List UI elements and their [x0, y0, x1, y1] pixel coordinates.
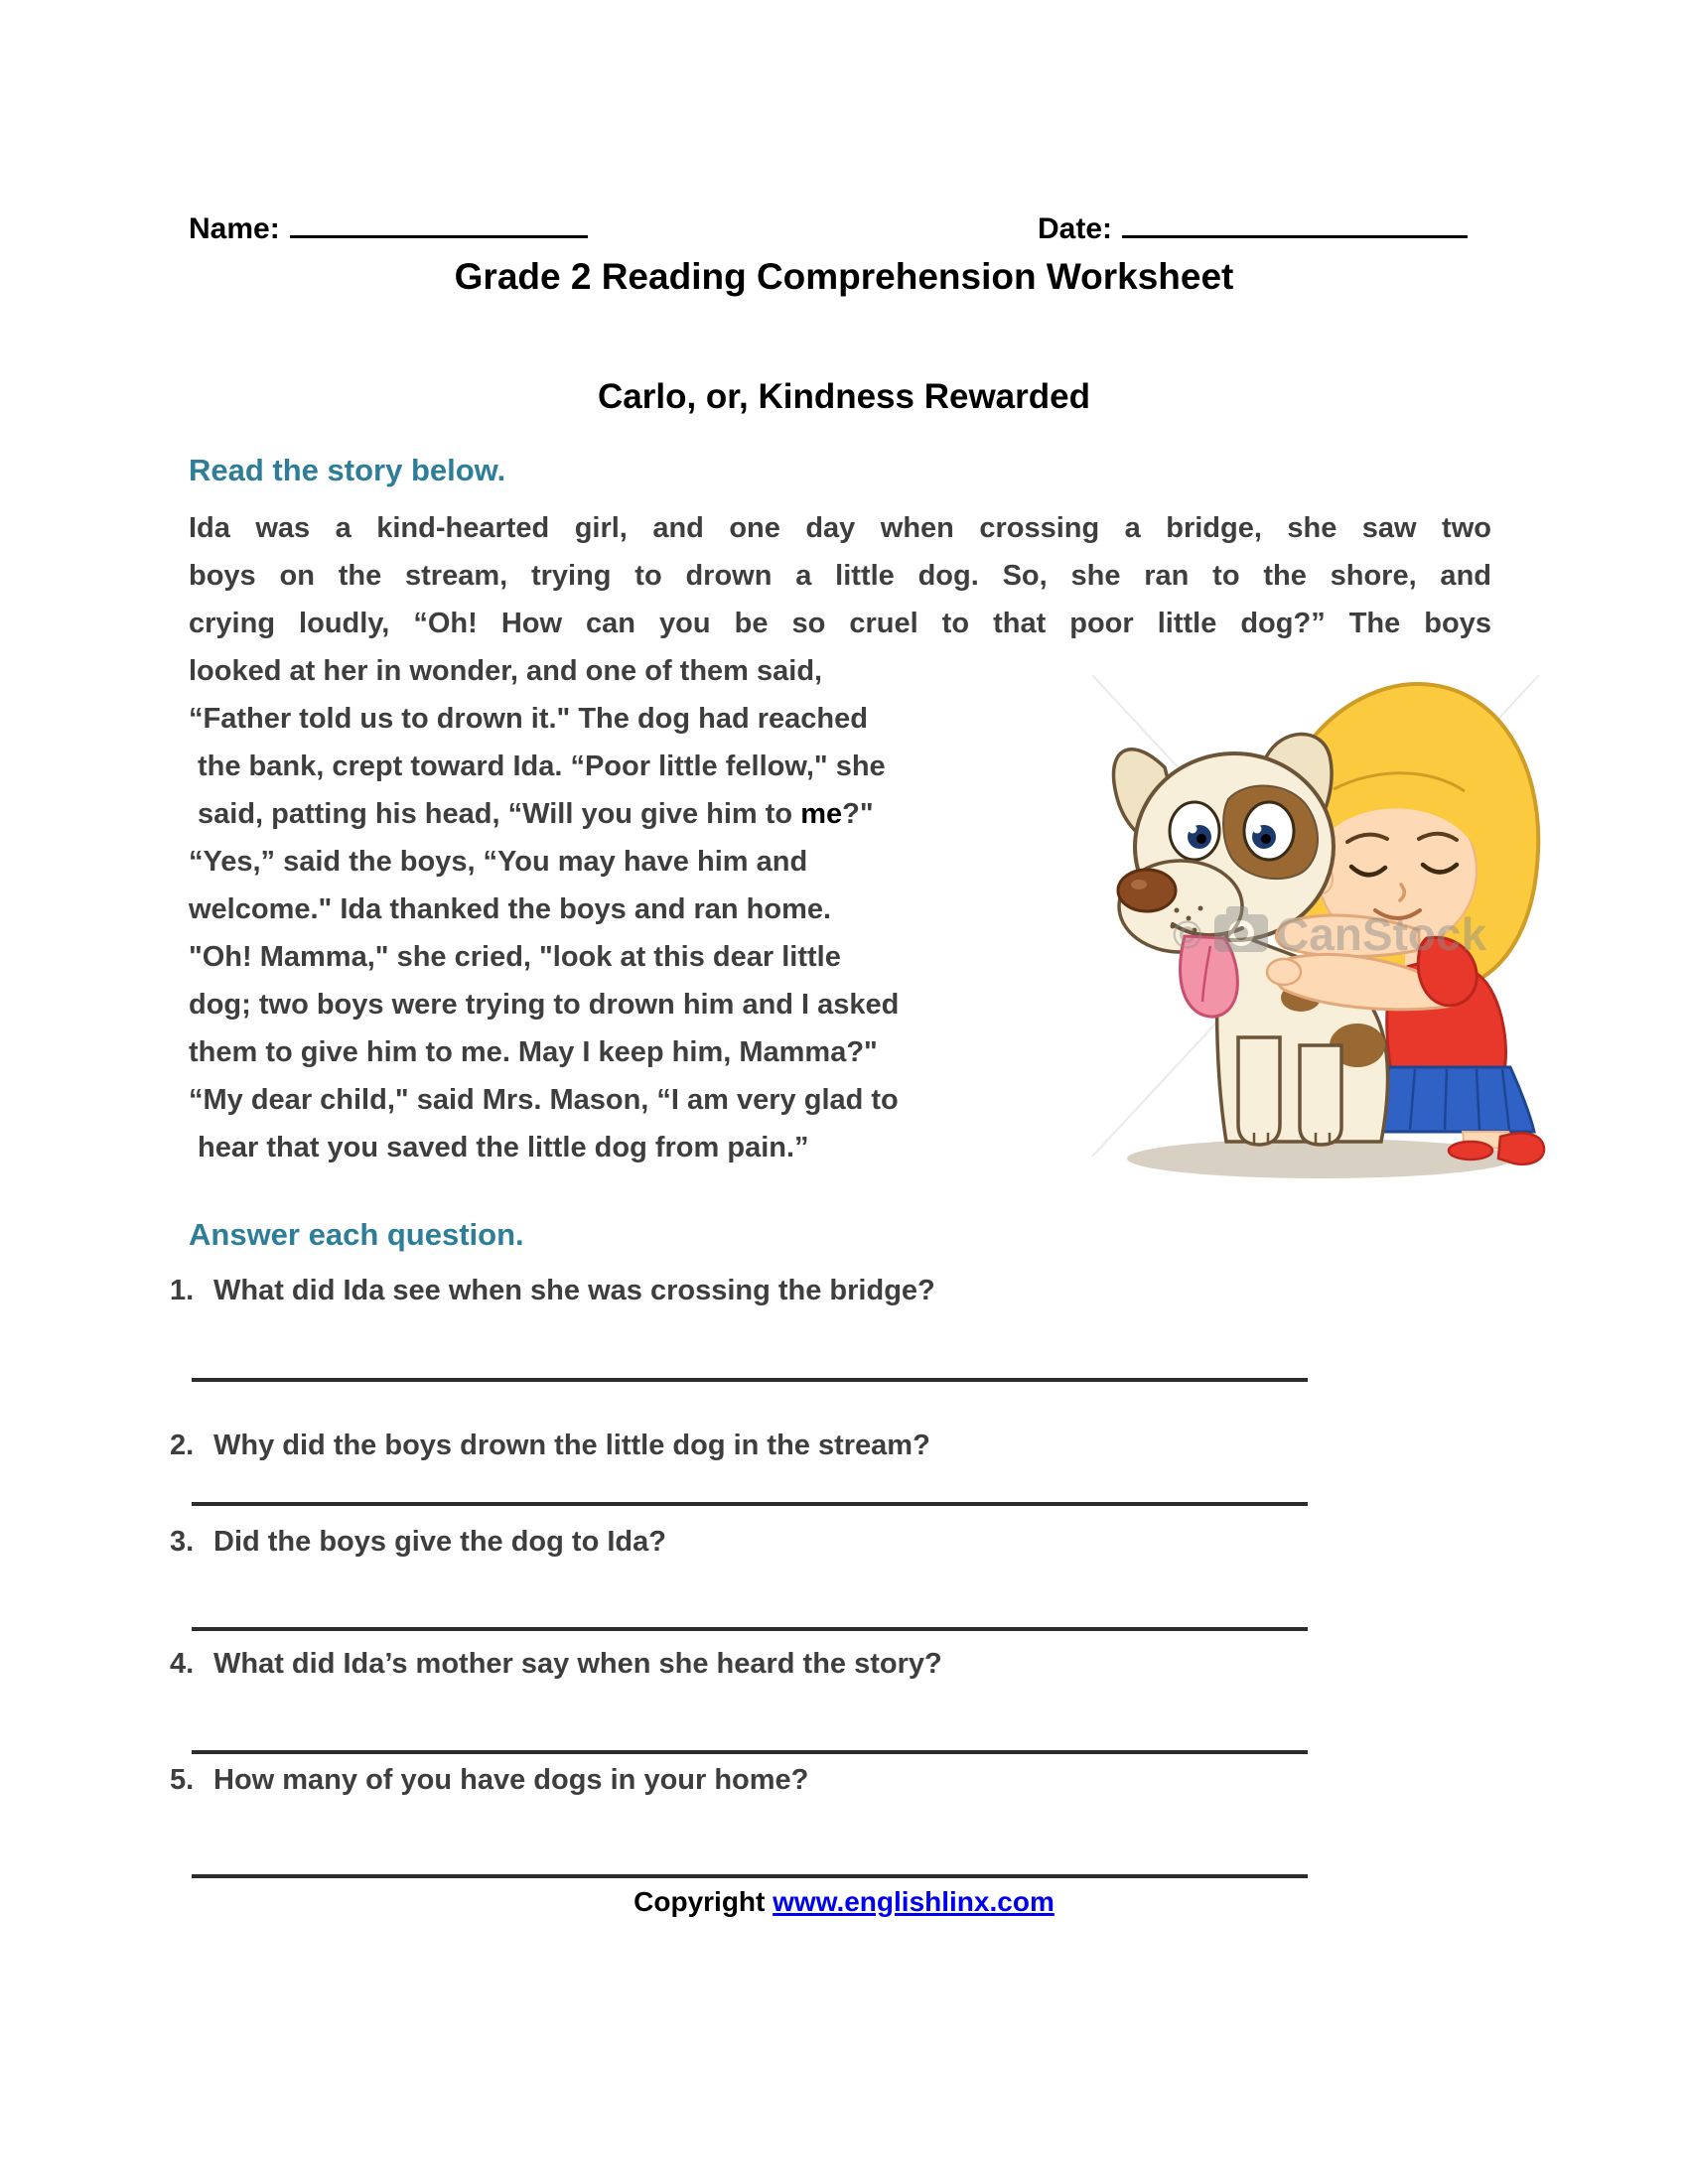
story-line: dog; two boys were trying to drown him and I asked	[189, 989, 900, 1021]
copyright-label: Copyright	[633, 1886, 766, 1917]
question-item	[170, 1428, 930, 1463]
footer	[0, 1886, 1688, 1918]
question-text: Did the boys give the dog to Ida?	[213, 1526, 666, 1558]
emphasized-word: me	[800, 798, 843, 830]
copyright-symbol: ©	[1173, 913, 1202, 957]
question-item	[170, 1646, 942, 1682]
answer-write-line[interactable]	[192, 1874, 1308, 1878]
story-line: them to give him to me. May I keep him, Mamma?"	[189, 1036, 878, 1068]
story-line: boys on the stream, trying to drown a little dog. So, she ran to the shore, and	[189, 560, 1491, 592]
question-text: How many of you have dogs in your home?	[213, 1764, 809, 1796]
question-item	[170, 1524, 666, 1560]
story-line: “My dear child," said Mrs. Mason, “I am very glad to	[189, 1084, 899, 1116]
story-line: crying loudly, “Oh! How can you be so cruel to that poor little dog?” The boys	[189, 608, 1491, 639]
watermark-text: CanStock	[1276, 908, 1487, 960]
question-number: 5.	[170, 1764, 195, 1796]
question-number: 3.	[170, 1526, 195, 1558]
story-line-segment: ?"	[842, 798, 874, 830]
name-label: Name:	[189, 212, 280, 245]
date-write-line[interactable]	[1122, 204, 1468, 238]
story-line: "Oh! Mamma," she cried, "look at this dear little	[189, 941, 841, 973]
date-field	[1038, 204, 1468, 246]
answer-write-line[interactable]	[192, 1750, 1308, 1754]
question-number: 2.	[170, 1430, 195, 1461]
story-line: Ida was a kind-hearted girl, and one day when crossing a bridge, she saw two	[189, 512, 1491, 544]
story-title: Carlo, or, Kindness Rewarded	[598, 377, 1090, 416]
question-item	[170, 1762, 808, 1798]
story-line-segment: said, patting his head, “Will you give him to	[198, 798, 801, 830]
girl-hugging-dog-illustration	[1077, 640, 1554, 1181]
story-line: the bank, crept toward Ida. “Poor little fellow," she	[198, 751, 886, 782]
answer-write-line[interactable]	[192, 1502, 1308, 1506]
story-line: hear that you saved the little dog from pain.”	[198, 1132, 809, 1163]
answer-write-line[interactable]	[192, 1627, 1308, 1631]
question-number: 1.	[170, 1275, 195, 1306]
website-link[interactable]: www.englishlinx.com	[773, 1886, 1055, 1917]
read-instruction: Read the story below.	[189, 453, 506, 487]
story-line: “Father told us to drown it." The dog had reached	[189, 703, 868, 735]
name-field	[189, 204, 588, 246]
question-text: Why did the boys drown the little dog in the stream?	[213, 1430, 930, 1461]
page-title: Grade 2 Reading Comprehension Worksheet	[454, 256, 1234, 297]
question-number: 4.	[170, 1648, 195, 1680]
question-text: What did Ida see when she was crossing the bridge?	[213, 1275, 935, 1306]
story-line: welcome." Ida thanked the boys and ran home.	[189, 893, 832, 925]
story-line: looked at her in wonder, and one of them said,	[189, 655, 823, 687]
date-label: Date:	[1038, 212, 1113, 245]
answer-write-line[interactable]	[192, 1378, 1308, 1382]
illustration-canvas	[1077, 640, 1554, 1181]
name-write-line[interactable]	[290, 204, 588, 238]
question-text: What did Ida’s mother say when she heard the story?	[213, 1648, 942, 1680]
story-line: “Yes,” said the boys, “You may have him and	[189, 846, 808, 878]
answer-instruction: Answer each question.	[189, 1217, 524, 1252]
question-item	[170, 1273, 935, 1308]
